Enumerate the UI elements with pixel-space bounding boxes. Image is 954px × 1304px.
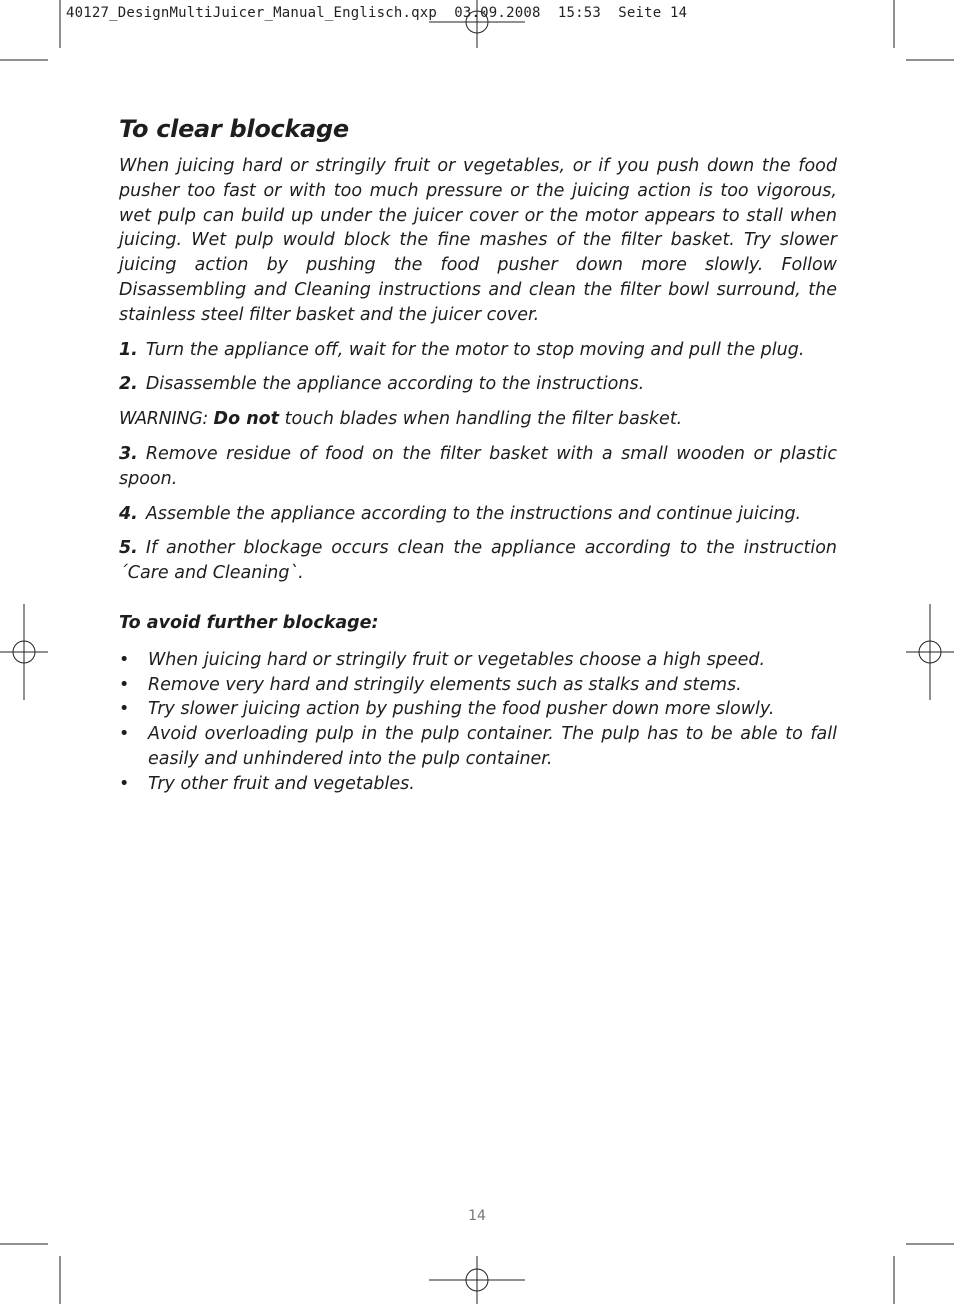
step-number: 4. (119, 503, 138, 524)
bullet: • (119, 724, 130, 745)
warning-label: WARNING: (119, 409, 208, 430)
registration-mark-left (0, 604, 48, 700)
bullet: • (119, 699, 130, 720)
registration-mark-top (429, 0, 525, 48)
page-number: 14 (468, 1208, 486, 1224)
step-1 (119, 338, 837, 363)
step-text: If another blockage occurs clean the appliance according to the instruction ´Care and Cleaning`. (119, 538, 837, 584)
registration-mark-bottom (429, 1256, 525, 1304)
list-item-text: Try slower juicing action by pushing the food pusher down more slowly. (148, 699, 775, 720)
bullet: • (119, 773, 130, 794)
list-item (119, 673, 837, 698)
bullet: • (119, 649, 130, 670)
manual-content (119, 112, 837, 797)
list-item (119, 722, 837, 772)
list-item-text: When juicing hard or stringily fruit or vegetables choose a high speed. (148, 649, 766, 670)
step-text: Turn the appliance off, wait for the motor to stop moving and pull the plug. (145, 339, 805, 360)
list-item-text: Try other fruit and vegetables. (148, 773, 415, 794)
step-2 (119, 372, 837, 397)
warning-emphasis: Do not (213, 409, 280, 430)
registration-mark-right (906, 604, 954, 700)
bullet: • (119, 674, 130, 695)
list-item (119, 648, 837, 673)
file-slug: 40127_DesignMultiJuicer_Manual_Englisch.qxp 03.09.2008 15:53 Seite 14 (66, 5, 688, 21)
list-item-text: Remove very hard and stringily elements such as stalks and stems. (148, 674, 742, 695)
list-item-text: Avoid overloading pulp in the pulp container. The pulp has to be able to fall easily and unhindered into the pulp container. (148, 724, 837, 769)
warning-note (119, 407, 837, 432)
step-number: 2. (119, 374, 138, 395)
intro-paragraph: When juicing hard or stringily fruit or vegetables, or if you push down the food pusher too fast or with too much pressure or the juicing action is too vigorous, wet pulp can build up under the juicer cover or the motor appears to stall when juicing. Wet pulp would block the fine mashes of the filter basket. Try slower juicing action by pushing the food pusher down more slowly. Follow Disassembling and Cleaning instructions and clean the filter bowl surround, the stainless steel filter basket and the juicer cover. (119, 156, 837, 325)
section-title: To clear blockage (119, 115, 349, 143)
warning-text: touch blades when handling the filter basket. (284, 409, 683, 430)
step-text: Disassemble the appliance according to the instructions. (145, 374, 645, 395)
step-text: Remove residue of food on the filter basket with a small wooden or plastic spoon. (119, 443, 837, 489)
step-4 (119, 502, 837, 527)
avoid-heading: To avoid further blockage: (119, 612, 379, 633)
step-number: 1. (119, 339, 138, 360)
step-number: 5. (119, 538, 138, 559)
step-text: Assemble the appliance according to the instructions and continue juicing. (145, 503, 802, 524)
step-3 (119, 442, 837, 492)
list-item (119, 772, 837, 797)
list-item (119, 697, 837, 722)
step-5 (119, 536, 837, 586)
step-number: 3. (119, 443, 138, 464)
avoid-list (119, 648, 837, 797)
